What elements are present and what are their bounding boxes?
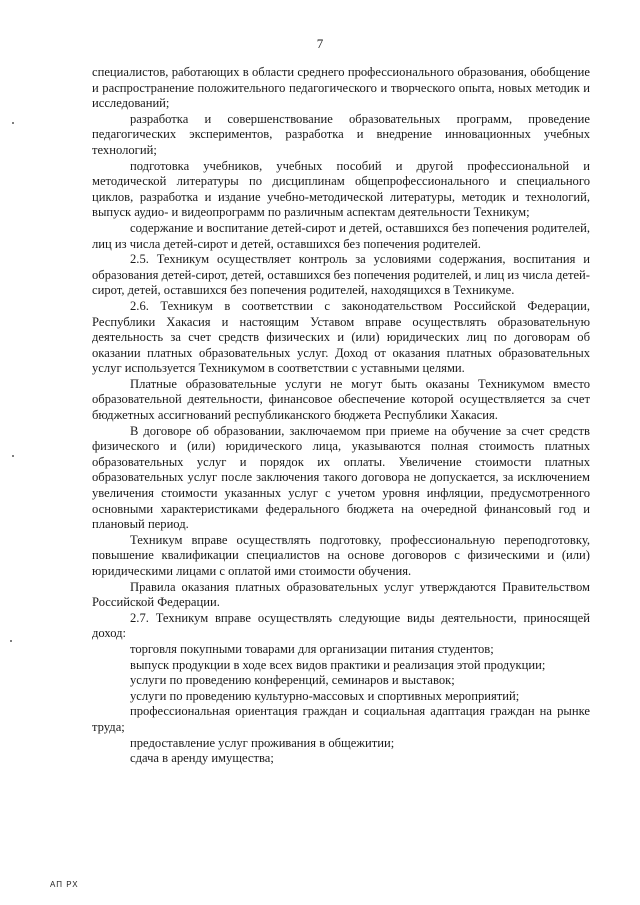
page-number: 7	[316, 36, 324, 51]
paragraph: В договоре об образовании, заключаемом при приеме на обучение за счет средств физического и (или) юридического лица, указываются полная стоимость платных образовательных услуг и порядок их оплаты. Увеличение стоимости платных образовательных услуг после заключения такого договора не допускается, за исключением увеличения стоимости указанных услуг с учетом уровня инфляции, предусмотренного основными характеристиками федерального бюджета на очередной финансовый год и плановый период.	[92, 423, 590, 532]
scan-speck	[12, 455, 14, 457]
footer-stamp: АП РХ	[50, 880, 79, 889]
paragraph: Техникум вправе осуществлять подготовку, профессиональную переподготовку, повышение квалификации специалистов на основе договоров с физическими и (или) юридическими лицами с оплатой ими стоимости обучения.	[92, 532, 590, 578]
paragraph: Правила оказания платных образовательных услуг утверждаются Правительством Российской Федерации.	[92, 579, 590, 610]
list-item: услуги по проведению культурно-массовых и спортивных мероприятий;	[130, 688, 520, 703]
paragraph: подготовка учебников, учебных пособий и другой профессиональной и методической литературы по дисциплинам общепрофессионального и специального циклов, разработка и издание учебно-методической литературы, методик и технологий, выпуск аудио- и видеопрограмм по различным аспектам деятельности Техникум;	[92, 158, 590, 220]
paragraph: содержание и воспитание детей-сирот и детей, оставшихся без попечения родителей, лиц из числа детей-сирот и детей, оставшихся без попечения родителей.	[92, 220, 590, 251]
document-body	[92, 65, 590, 767]
paragraph: 2.6. Техникум в соответствии с законодательством Российской Федерации, Республики Хакасия и настоящим Уставом вправе осуществлять образовательную деятельность за счет средств физических и (или) юридических лиц по договорам об оказании платных образовательных услуг. Доход от оказания платных образовательных услуг используется Техникумом в соответствии с уставными целями.	[92, 298, 590, 376]
paragraph: 2.5. Техникум осуществляет контроль за условиями содержания, воспитания и образования детей-сирот, детей, оставшихся без попечения родителей, и лиц из числа детей-сирот, детей, оставшихся без попечения родителей, находящихся в Техникуме.	[92, 252, 590, 298]
list-item: предоставление услуг проживания в общежитии;	[130, 735, 395, 750]
list-item: сдача в аренду имущества;	[130, 751, 274, 766]
scan-speck	[10, 640, 12, 642]
list-item: выпуск продукции в ходе всех видов практики и реализация этой продукции;	[130, 657, 546, 672]
paragraph: разработка и совершенствование образовательных программ, проведение педагогических экспериментов, разработка и внедрение инновационных учебных технологий;	[92, 111, 590, 157]
list-item: торговля покупными товарами для организации питания студентов;	[130, 641, 494, 656]
scan-speck	[12, 122, 14, 124]
paragraph: Платные образовательные услуги не могут быть оказаны Техникумом вместо образовательной деятельности, финансовое обеспечение которой осуществляется за счет бюджетных ассигнований республиканского бюджета Республики Хакасия.	[92, 376, 590, 423]
list-item: услуги по проведению конференций, семинаров и выставок;	[130, 673, 455, 688]
paragraph: специалистов, работающих в области среднего профессионального образования, обобщение и распространение положительного педагогического и творческого опыта, новых методик и исследований;	[92, 65, 590, 111]
paragraph: 2.7. Техникум вправе осуществлять следующие виды деятельности, приносящей доход:	[92, 610, 590, 641]
list-item: профессиональная ориентация граждан и социальная адаптация граждан на рынке труда;	[92, 704, 590, 734]
